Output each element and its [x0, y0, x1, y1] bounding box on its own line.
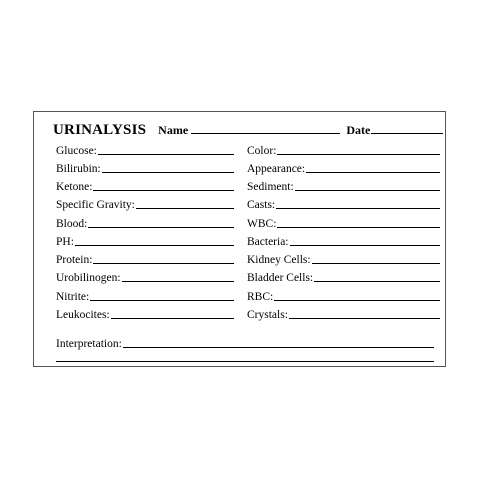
field-label: RBC:	[247, 291, 274, 303]
interpretation-continuation-line[interactable]	[56, 361, 434, 362]
field-label: Interpretation:	[56, 338, 122, 350]
crystals-input-line[interactable]	[289, 317, 440, 319]
field-interpretation	[56, 336, 434, 350]
field-label: Color:	[247, 145, 277, 157]
field-urobilinogen	[56, 270, 234, 284]
date-field[interactable]	[371, 122, 443, 134]
field-label: Glucose:	[56, 145, 97, 157]
field-label: Blood:	[56, 218, 88, 230]
wbc-input-line[interactable]	[277, 226, 440, 228]
field-casts	[247, 197, 440, 211]
field-ketone	[56, 179, 234, 193]
name-label: Name	[158, 123, 189, 137]
bladder-cells-input-line[interactable]	[314, 280, 440, 282]
field-appearance	[247, 161, 440, 175]
casts-input-line[interactable]	[276, 207, 440, 209]
field-crystals	[247, 307, 440, 321]
field-nitrite	[56, 289, 234, 303]
field-label: Protein:	[56, 254, 93, 266]
sediment-input-line[interactable]	[295, 189, 440, 191]
protein-input-line[interactable]	[93, 262, 234, 264]
card-title: URINALYSIS	[53, 122, 147, 138]
field-specific-gravity	[56, 197, 234, 211]
field-bacteria	[247, 234, 440, 248]
field-rbc	[247, 289, 440, 303]
field-label: Bilirubin:	[56, 163, 101, 175]
field-label: Urobilinogen:	[56, 272, 121, 284]
blood-input-line[interactable]	[88, 226, 234, 228]
field-label: PH:	[56, 236, 74, 248]
field-label: Nitrite:	[56, 291, 90, 303]
name-field[interactable]	[191, 122, 340, 134]
field-wbc	[247, 216, 440, 230]
field-leukocites	[56, 307, 234, 321]
field-bilirubin	[56, 161, 234, 175]
field-label: WBC:	[247, 218, 277, 230]
urinalysis-card	[33, 111, 446, 367]
field-label: Ketone:	[56, 181, 93, 193]
field-label: Casts:	[247, 199, 276, 211]
field-label: Bacteria:	[247, 236, 289, 248]
card-header	[53, 122, 443, 142]
field-bladder-cells	[247, 270, 440, 284]
rbc-input-line[interactable]	[274, 299, 440, 301]
field-kidney-cells	[247, 252, 440, 266]
field-label: Specific Gravity:	[56, 199, 135, 211]
urobilinogen-input-line[interactable]	[122, 280, 234, 282]
field-label: Leukocites:	[56, 309, 110, 321]
leukocites-input-line[interactable]	[111, 317, 234, 319]
specific-gravity-input-line[interactable]	[136, 207, 234, 209]
color-input-line[interactable]	[277, 153, 440, 155]
field-protein	[56, 252, 234, 266]
kidney-cells-input-line[interactable]	[312, 262, 440, 264]
bacteria-input-line[interactable]	[290, 244, 440, 246]
field-color	[247, 143, 440, 157]
field-label: Bladder Cells:	[247, 272, 314, 284]
field-glucose	[56, 143, 234, 157]
interpretation-input-line[interactable]	[123, 346, 434, 348]
ph-input-line[interactable]	[75, 244, 234, 246]
ketone-input-line[interactable]	[93, 189, 234, 191]
appearance-input-line[interactable]	[306, 171, 440, 173]
field-label: Kidney Cells:	[247, 254, 311, 266]
field-ph	[56, 234, 234, 248]
field-label: Appearance:	[247, 163, 306, 175]
nitrite-input-line[interactable]	[90, 299, 234, 301]
field-sediment	[247, 179, 440, 193]
bilirubin-input-line[interactable]	[102, 171, 234, 173]
glucose-input-line[interactable]	[98, 153, 234, 155]
field-label: Crystals:	[247, 309, 288, 321]
date-label: Date	[346, 123, 371, 137]
field-blood	[56, 216, 234, 230]
field-label: Sediment:	[247, 181, 294, 193]
